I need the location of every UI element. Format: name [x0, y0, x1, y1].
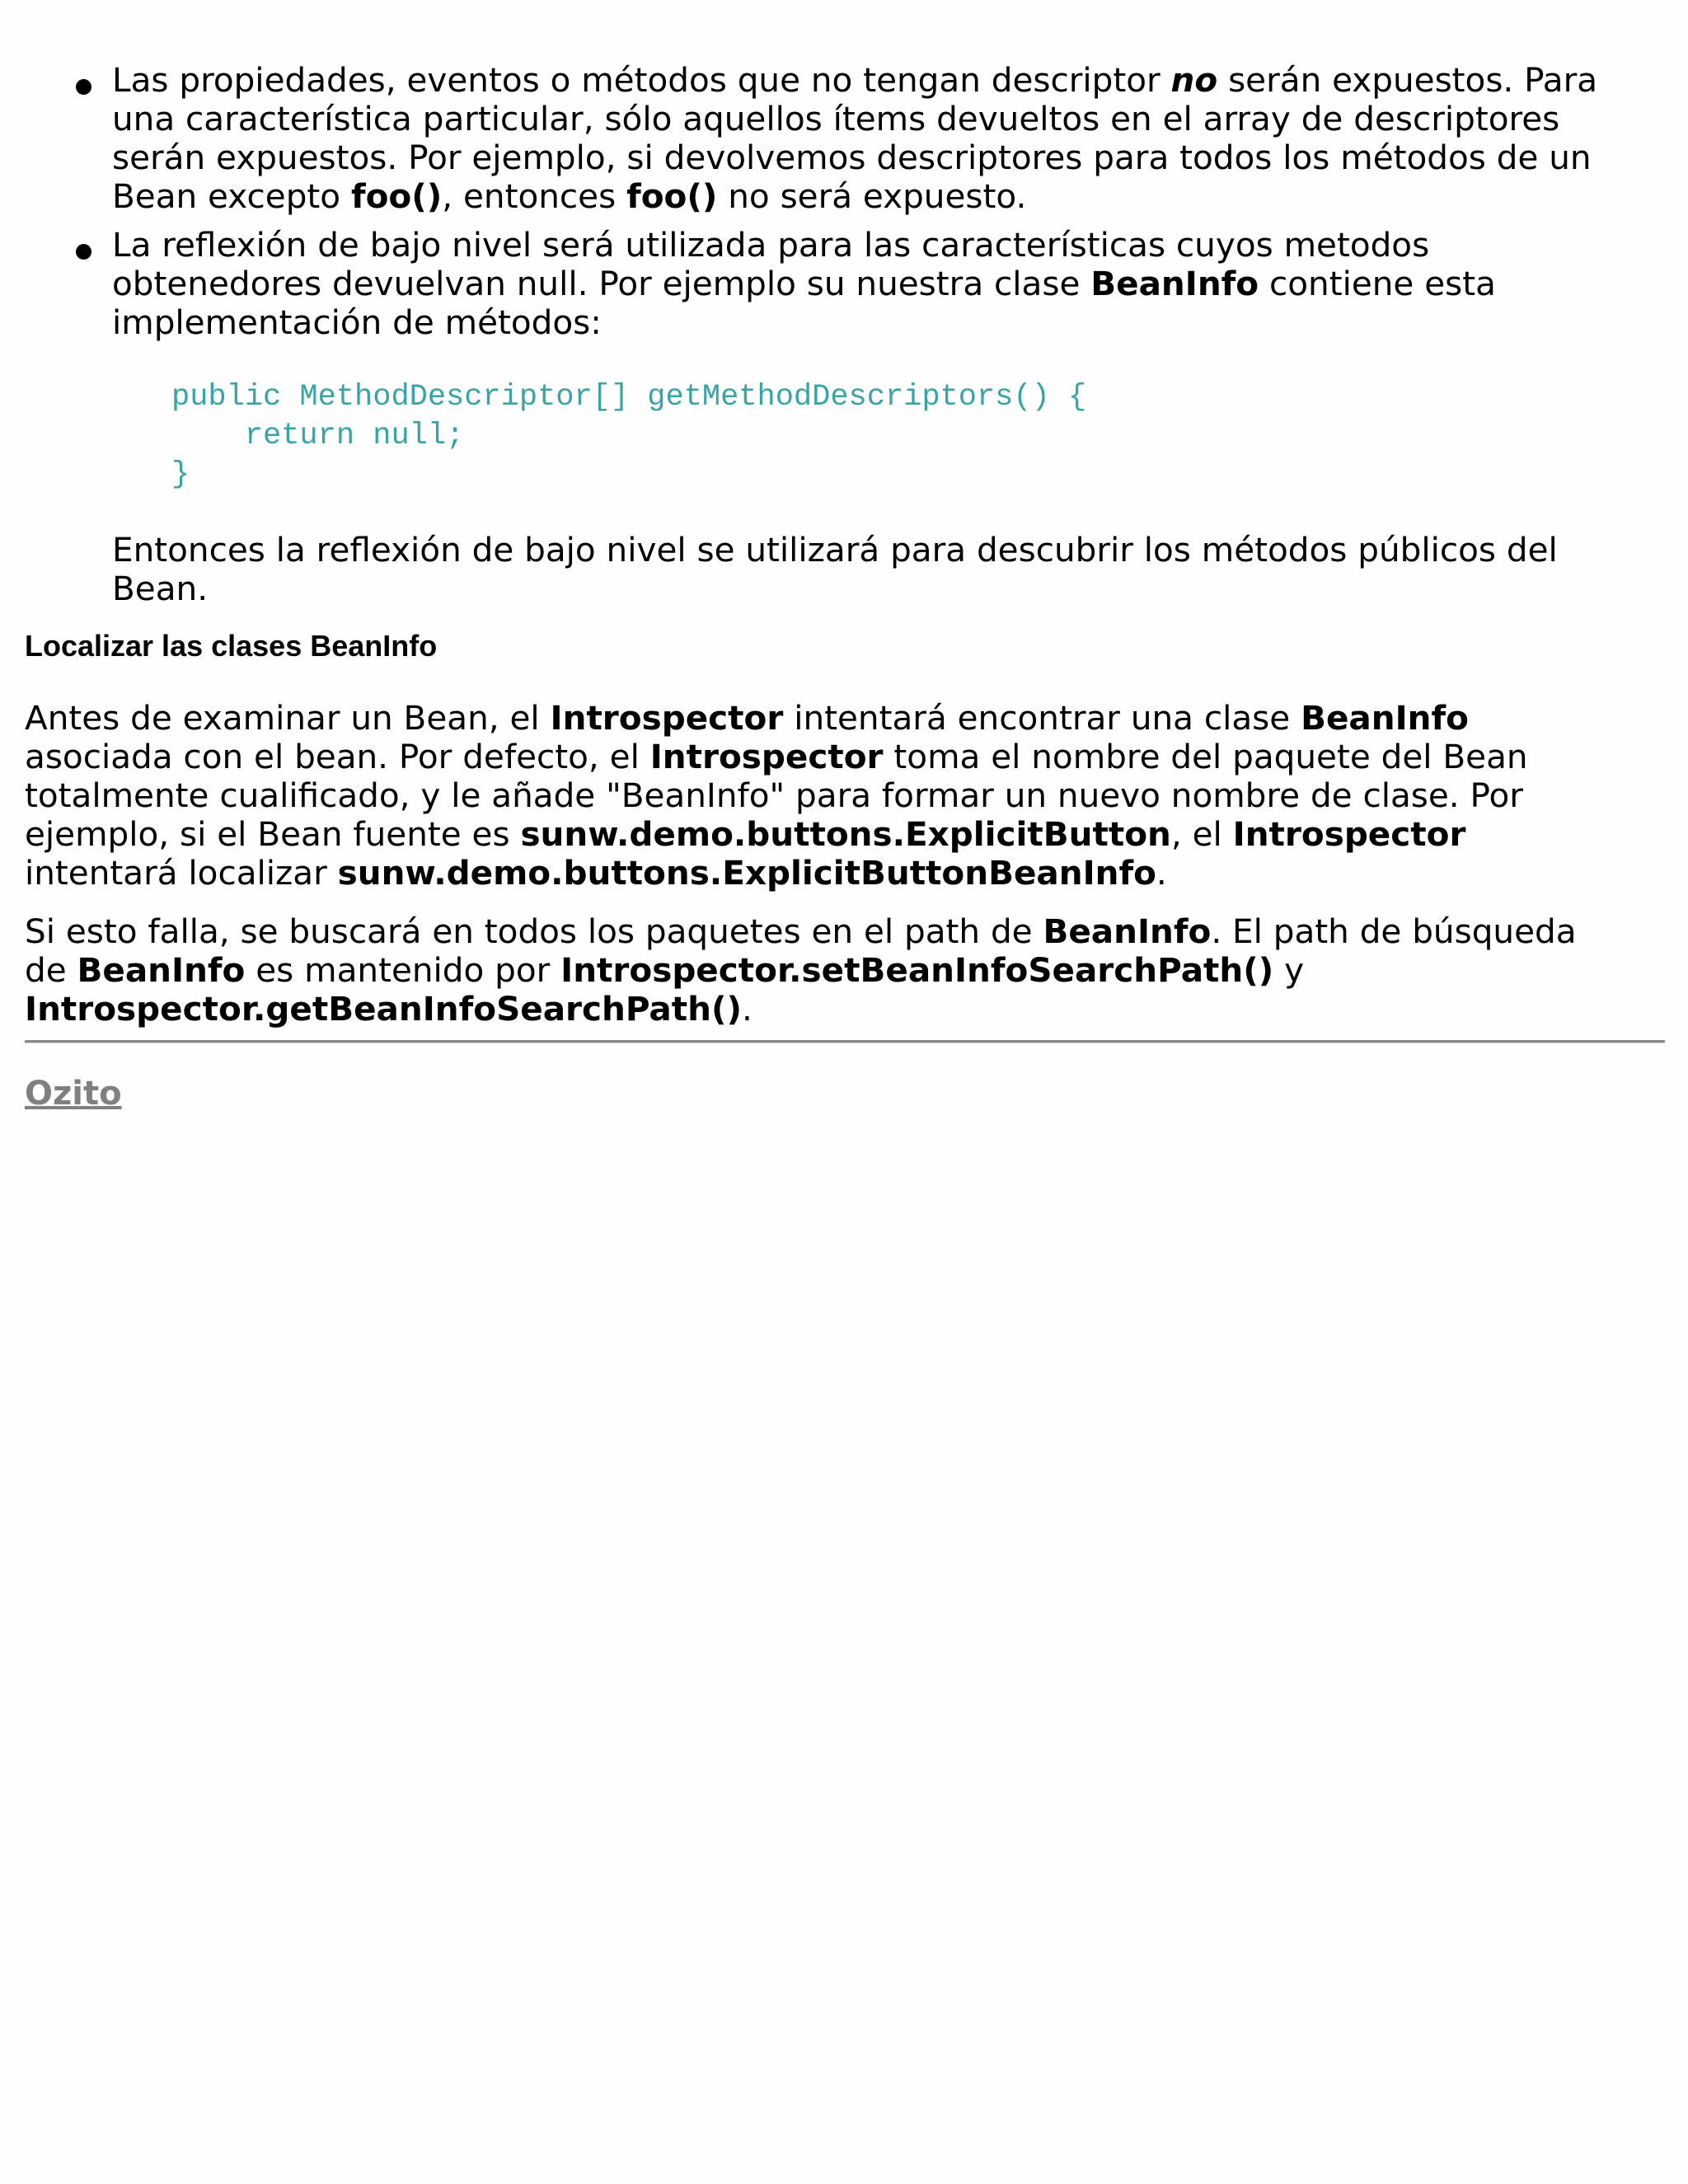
text-line: Entonces la reflexión de bajo nivel se utilizará para descubrir los métodos públicos del	[112, 530, 1558, 569]
text-line: asociada con el bean. Por defecto, el Introspector toma el nombre del paquete del Bean	[25, 737, 1528, 776]
code-line: }	[171, 457, 190, 492]
text-line: Antes de examinar un Bean, el Introspector intentará encontrar una clase BeanInfo	[25, 698, 1469, 738]
text-line: Introspector.getBeanInfoSearchPath().	[25, 989, 753, 1029]
text-line: de BeanInfo es mantenido por Introspector.setBeanInfoSearchPath() y	[25, 950, 1305, 990]
ozito-link[interactable]: Ozito	[25, 1075, 122, 1113]
text-line: serán expuestos. Por ejemplo, si devolvemos descriptores para todos los métodos de un	[112, 138, 1592, 177]
paragraph	[25, 912, 1665, 1029]
text-line: Las propiedades, eventos o métodos que no tengan descriptor no serán expuestos. Para	[112, 60, 1598, 100]
text-line: Bean excepto foo(), entonces foo() no será expuesto.	[112, 176, 1027, 216]
bullet-icon	[76, 79, 91, 95]
section-heading: Localizar las clases BeanInfo	[25, 629, 438, 663]
bullet-list	[25, 61, 1665, 608]
bullet-icon	[76, 244, 91, 260]
code-block	[25, 378, 1578, 494]
text-line: implementación de métodos:	[112, 302, 602, 342]
text-line: intentará localizar sunw.demo.buttons.ExplicitButtonBeanInfo.	[25, 853, 1167, 893]
code-line: return null;	[171, 419, 465, 453]
code-explanation	[112, 531, 1665, 608]
horizontal-rule	[25, 1040, 1665, 1043]
list-item	[25, 61, 1665, 216]
document-page	[25, 61, 1665, 1113]
text-line: una característica particular, sólo aquellos ítems devueltos en el array de descriptores	[112, 99, 1560, 138]
text-line: totalmente cualificado, y le añade "BeanInfo" para formar un nuevo nombre de clase. Por	[25, 776, 1523, 815]
list-item	[25, 226, 1665, 608]
text-line: obtenedores devuelvan null. Por ejemplo su nuestra clase BeanInfo contiene esta	[112, 264, 1496, 303]
paragraph	[25, 699, 1665, 893]
text-line: Si esto falla, se buscará en todos los paquetes en el path de BeanInfo. El path de búsqueda	[25, 912, 1577, 951]
text-line: ejemplo, si el Bean fuente es sunw.demo.buttons.ExplicitButton, el Introspector	[25, 814, 1466, 854]
text-line: Bean.	[112, 569, 209, 608]
code-line: public MethodDescriptor[] getMethodDescriptors() {	[171, 380, 1087, 415]
text-line: La reflexión de bajo nivel será utilizada para las características cuyos metodos	[112, 225, 1430, 265]
